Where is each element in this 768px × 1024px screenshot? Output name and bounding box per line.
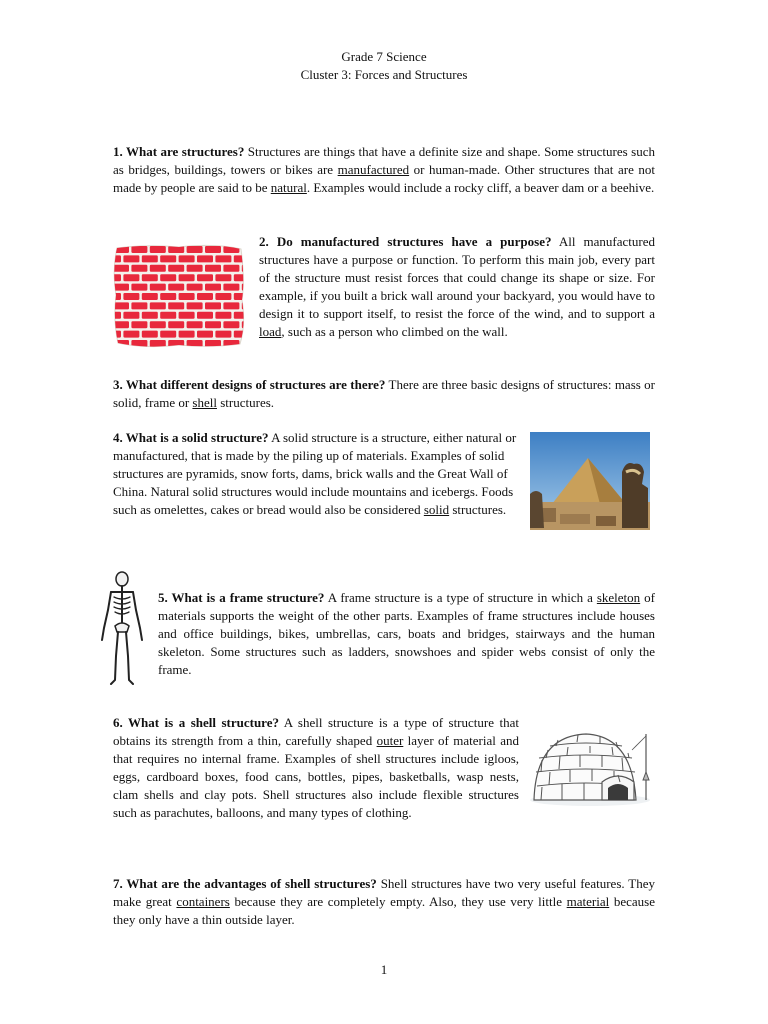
brick (205, 321, 221, 328)
brick (142, 274, 158, 281)
brick (179, 331, 195, 338)
brick (197, 274, 213, 281)
section-4: 4. What is a solid structure? A solid structure is a structure, either natural or manufactured, that is made by the piling up of materials. Examples of solid structures are pyramids, snow forts, dams, brick walls and the Great Wall of China. Natural solid structures would include mountains and icebergs. Foods such as omelettes, cakes or bread would also be considered solid structures. (113, 430, 517, 517)
brick (223, 284, 239, 291)
brick (179, 274, 195, 281)
section-5: 5. What is a frame structure? A frame structure is a type of structure in which a skeleton of materials supports the weight of the other parts. Examples of frame structures include houses and office buildings, bikes, umbrellas, cars, boats and bridges, stairways and the human skeleton. Some structures such as ladders, snowshoes and spider webs consist of only the frame. (158, 590, 655, 677)
brick (242, 284, 249, 291)
brick (113, 302, 129, 309)
brick (168, 246, 184, 253)
pyramid-photo (530, 432, 650, 530)
brick (179, 255, 195, 262)
brick (179, 293, 195, 300)
brick (234, 274, 249, 281)
question-6-heading: 6. What is a shell structure? (113, 715, 279, 730)
question-7-heading: 7. What are the advantages of shell structures? (113, 876, 377, 891)
brick (242, 340, 249, 347)
brick (123, 293, 139, 300)
brick (131, 246, 147, 253)
brick (205, 265, 221, 272)
brick (123, 312, 139, 319)
question-3-heading: 3. What different designs of structures are there? (113, 377, 386, 392)
brick (215, 331, 231, 338)
brick (242, 246, 249, 253)
section-6: 6. What is a shell structure? A shell structure is a type of structure that obtains its strength from a thin, carefully shaped outer layer of material and that requires no internal frame. Examples of shell structures include igloos, eggs, cardboard boxes, food cans, bottles, pipes, basketballs, wasp nests, clam shells and clay pots. Shell structures also include flexible structures such as parachutes, balloons, and many types of clothing. (113, 715, 519, 820)
brick (160, 293, 176, 300)
brick (242, 321, 249, 328)
brick (131, 302, 147, 309)
brick (234, 312, 249, 319)
brick (168, 302, 184, 309)
brick (150, 340, 166, 347)
brick (215, 274, 231, 281)
brick (197, 255, 213, 262)
brick (223, 265, 239, 272)
brick (215, 312, 231, 319)
brick (205, 284, 221, 291)
brick (234, 331, 249, 338)
brick (187, 284, 203, 291)
document-subtitle: Cluster 3: Forces and Structures (300, 67, 468, 82)
brick (150, 265, 166, 272)
brick (150, 302, 166, 309)
section-7: 7. What are the advantages of shell structures? Shell structures have two very useful features. They make great containers because they are completely empty. Also, they use very little material because they only have a thin outside layer. (113, 876, 656, 927)
brick (197, 331, 213, 338)
brick (109, 274, 121, 281)
brick (142, 312, 158, 319)
brick (123, 255, 139, 262)
page-number: 1 (380, 962, 388, 977)
section-1: 1. What are structures? Structures are things that have a definite size and shape. Some structures such as bridges, buildings, towers or bikes are manufactured or human-made. Other structures that are not made by people are said to be natural. Examples would include a rocky cliff, a beaver dam or a beehive. (113, 144, 656, 195)
brick (205, 302, 221, 309)
brick (187, 302, 203, 309)
brick (150, 321, 166, 328)
brick (150, 284, 166, 291)
brick (168, 265, 184, 272)
brick (179, 312, 195, 319)
brick (109, 331, 121, 338)
brick (150, 246, 166, 253)
question-1-heading: 1. What are structures? (113, 144, 245, 159)
brick (109, 312, 121, 319)
brick (160, 312, 176, 319)
brick (160, 255, 176, 262)
skeleton-illustration (97, 570, 147, 688)
brick-wall-illustration (109, 240, 249, 352)
brick (113, 265, 129, 272)
brick (142, 255, 158, 262)
brick (142, 331, 158, 338)
brick (113, 340, 129, 347)
igloo-illustration (528, 720, 658, 808)
question-5-heading: 5. What is a frame structure? (158, 590, 325, 605)
brick (123, 331, 139, 338)
section-2: 2. Do manufactured structures have a purpose? All manufactured structures have a purpose or function. To perform this main job, every part of the structure must resist forces that could change its shape or size. For example, if you built a brick wall around your backyard, you would have to design it to support itself, to resist the force of the wind, and to support a load, such as a person who climbed on the wall. (259, 234, 656, 339)
brick (215, 255, 231, 262)
section-3: 3. What different designs of structures are there? There are three basic designs of structures: mass or solid, frame or shell structures. (113, 377, 655, 410)
brick (160, 331, 176, 338)
brick (131, 321, 147, 328)
brick (223, 302, 239, 309)
brick (205, 246, 221, 253)
question-4-heading: 4. What is a solid structure? (113, 430, 269, 445)
brick (109, 293, 121, 300)
brick (215, 293, 231, 300)
brick (168, 321, 184, 328)
document-title: Grade 7 Science (341, 49, 427, 64)
brick (234, 293, 249, 300)
question-2-heading: 2. Do manufactured structures have a purpose? (259, 234, 552, 249)
brick (160, 274, 176, 281)
brick (187, 246, 203, 253)
brick (131, 284, 147, 291)
brick (187, 265, 203, 272)
brick (223, 321, 239, 328)
brick (197, 312, 213, 319)
brick (113, 284, 129, 291)
brick (168, 284, 184, 291)
brick (187, 321, 203, 328)
brick (131, 265, 147, 272)
brick (234, 255, 249, 262)
brick (197, 293, 213, 300)
brick (123, 274, 139, 281)
brick (142, 293, 158, 300)
